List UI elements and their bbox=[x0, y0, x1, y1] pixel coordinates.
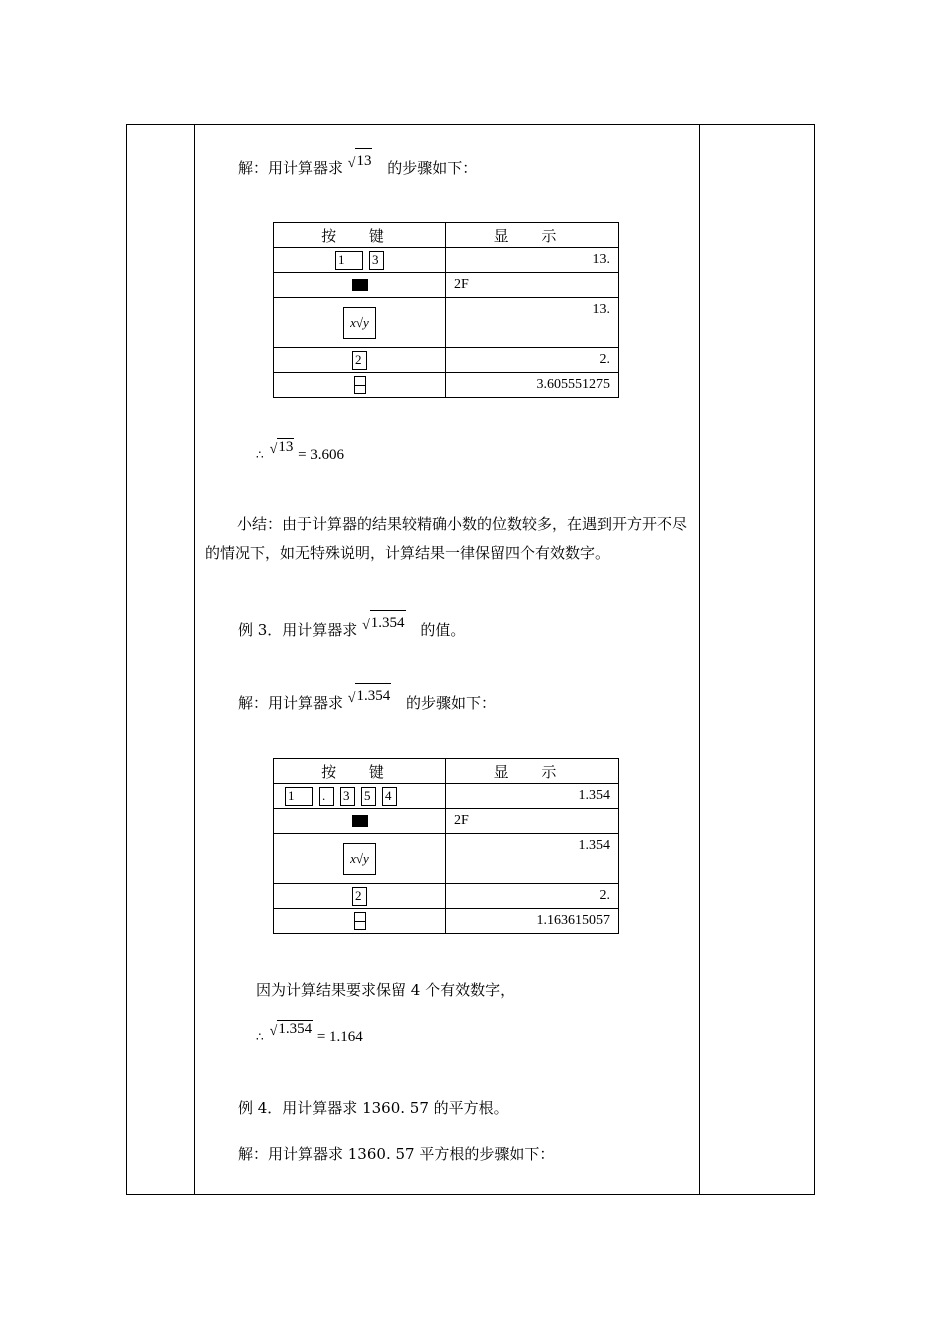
table-row bbox=[274, 784, 619, 809]
second-function-key-icon bbox=[352, 279, 368, 291]
result-value: = 3.606 bbox=[298, 447, 345, 463]
result-value: = 1.164 bbox=[316, 1029, 363, 1045]
result-2: ∴ √1.354 = 1.164 bbox=[256, 1021, 363, 1045]
table-row bbox=[274, 909, 619, 934]
intro-suffix: 的步骤如下： bbox=[387, 159, 478, 177]
display-value: 2F bbox=[446, 809, 619, 834]
example-prefix: 例 3．用计算器求 bbox=[238, 621, 358, 639]
key-2: 2 bbox=[352, 351, 367, 370]
column-divider-right bbox=[699, 125, 700, 1194]
table-row bbox=[274, 298, 619, 348]
radicand: 13 bbox=[355, 148, 372, 173]
header-keys: 按 键 bbox=[321, 226, 398, 245]
display-value: 2. bbox=[446, 884, 619, 909]
summary-paragraph: 小结：由于计算器的结果较精确小数的位数较多，在遇到开方开不尽的情况下，如无特殊说明，计算结果一律保留四个有效数字。 bbox=[205, 515, 688, 562]
display-value: 1.354 bbox=[446, 834, 619, 884]
table-row bbox=[274, 884, 619, 909]
key-4: 4 bbox=[382, 787, 397, 806]
table-row bbox=[274, 348, 619, 373]
key-3: 3 bbox=[340, 787, 355, 806]
column-divider-left bbox=[194, 125, 195, 1194]
key-2: 2 bbox=[352, 887, 367, 906]
root-key-icon: x√y bbox=[343, 307, 376, 339]
second-function-key-icon bbox=[352, 815, 368, 827]
solution-4-intro: 解：用计算器求 1360. 57 平方根的步骤如下： bbox=[238, 1145, 555, 1163]
radicand: 1.354 bbox=[278, 1021, 313, 1037]
therefore-symbol: ∴ bbox=[256, 1030, 264, 1044]
header-keys: 按 键 bbox=[321, 762, 398, 781]
display-value: 2F bbox=[446, 273, 619, 298]
keystroke-table-1 bbox=[273, 222, 619, 398]
radicand: 13 bbox=[278, 439, 294, 455]
key-decimal: . bbox=[319, 787, 334, 806]
root-key-icon: x√y bbox=[343, 843, 376, 875]
radicand: 1.354 bbox=[370, 610, 406, 635]
key-1: 1 bbox=[335, 251, 363, 270]
because-line: 因为计算结果要求保留 4 个有效数字， bbox=[256, 981, 516, 999]
header-display: 显 示 bbox=[493, 226, 571, 245]
example-suffix: 的值。 bbox=[420, 621, 466, 639]
table-row bbox=[274, 809, 619, 834]
header-display: 显 示 bbox=[493, 762, 571, 781]
display-value: 3.605551275 bbox=[446, 373, 619, 398]
example-4: 例 4．用计算器求 1360. 57 的平方根。 bbox=[238, 1099, 509, 1117]
example-3: 例 3．用计算器求 √1.354 的值。 bbox=[238, 618, 465, 644]
display-value: 13. bbox=[446, 248, 619, 273]
radicand: 1.354 bbox=[355, 683, 391, 708]
sqrt-expression: √13 bbox=[348, 156, 373, 182]
key-3: 3 bbox=[369, 251, 384, 270]
solution-1-intro bbox=[238, 153, 478, 182]
equals-key-icon bbox=[354, 912, 366, 930]
display-value: 13. bbox=[446, 298, 619, 348]
display-value: 1.354 bbox=[446, 784, 619, 809]
table-row bbox=[274, 273, 619, 298]
solution-3-intro: 解：用计算器求 √1.354 的步骤如下： bbox=[238, 691, 496, 717]
table-row bbox=[274, 248, 619, 273]
intro-prefix: 解：用计算器求 bbox=[238, 159, 344, 177]
intro-suffix: 的步骤如下： bbox=[406, 694, 497, 712]
table-row bbox=[274, 373, 619, 398]
display-value: 1.163615057 bbox=[446, 909, 619, 934]
display-value: 2. bbox=[446, 348, 619, 373]
result-1: ∴ √13 = 3.606 bbox=[256, 439, 345, 463]
table-row bbox=[274, 834, 619, 884]
keystroke-table-2 bbox=[273, 758, 619, 934]
intro-prefix: 解：用计算器求 bbox=[238, 694, 344, 712]
therefore-symbol: ∴ bbox=[256, 448, 264, 462]
key-1: 1 bbox=[285, 787, 313, 806]
equals-key-icon bbox=[354, 376, 366, 394]
key-5: 5 bbox=[361, 787, 376, 806]
